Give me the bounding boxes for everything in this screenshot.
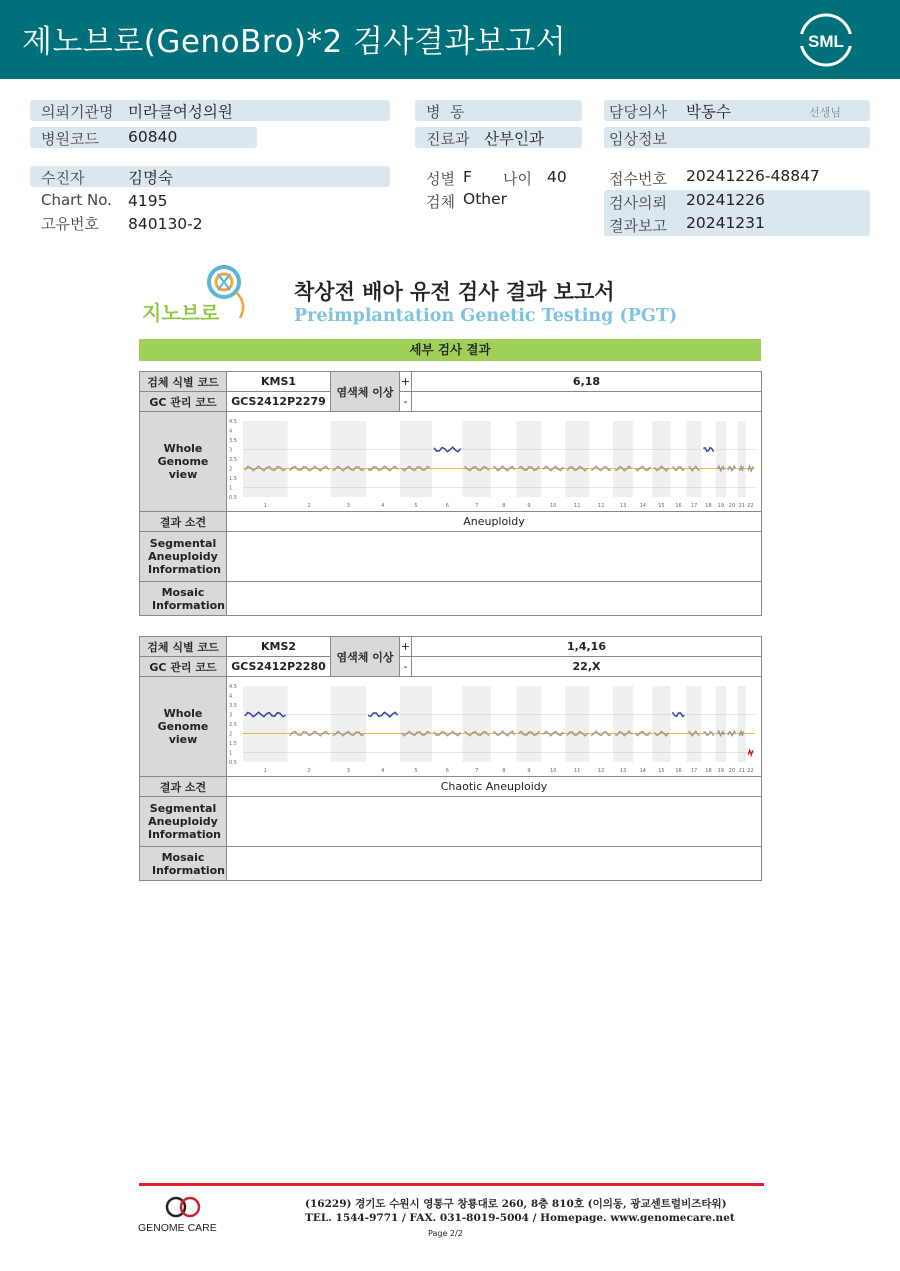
unique-no-value: 840130-2: [128, 215, 203, 233]
x-tick-label: 5: [414, 502, 418, 509]
clinical-info-label: 임상정보: [609, 130, 667, 148]
x-tick-label: 14: [639, 502, 647, 509]
x-tick-label: 19: [717, 502, 725, 509]
chromosome-band: [716, 686, 727, 762]
y-tick-label: 1.5: [229, 475, 237, 482]
doctor-value: 박동수: [686, 103, 731, 121]
x-tick-label: 15: [658, 502, 665, 509]
sml-logo-text: SML: [808, 32, 844, 51]
chromosome-band: [517, 686, 542, 762]
x-tick-label: 22: [747, 767, 754, 774]
x-tick-label: 11: [574, 502, 581, 509]
y-tick-label: 4: [229, 693, 233, 699]
x-tick-label: 16: [675, 502, 682, 509]
request-date-value: 20241226: [686, 191, 765, 209]
x-tick-label: 8: [502, 767, 506, 774]
chromosome-band: [243, 686, 288, 762]
chromosome-band: [738, 686, 746, 762]
x-tick-label: 12: [597, 502, 605, 509]
sex-value: F: [463, 168, 472, 186]
y-tick-label: 3.5: [229, 702, 237, 709]
copy-number-trace: [748, 466, 753, 471]
sample-id-value: KMS2: [227, 637, 331, 657]
x-tick-label: 9: [527, 767, 531, 774]
x-tick-label: 10: [550, 502, 557, 509]
y-tick-label: 2: [229, 731, 233, 737]
x-tick-label: 7: [475, 502, 479, 509]
gain-value: 6,18: [412, 372, 762, 392]
genobro-logo-text: 지노브로: [142, 301, 220, 325]
gc-id-value: GCS2412P2279: [227, 392, 331, 412]
y-tick-label: 2: [229, 466, 233, 472]
x-tick-label: 6: [445, 767, 449, 774]
mosaic-value: [227, 582, 762, 616]
x-tick-label: 18: [705, 502, 712, 509]
chrom-abn-label: 염색체 이상: [331, 637, 400, 677]
x-tick-label: 2: [307, 502, 311, 509]
institution-label: 의뢰기관명: [41, 103, 114, 121]
gc-id-label: GC 관리 코드: [140, 392, 227, 412]
chromosome-band: [738, 421, 746, 497]
x-tick-label: 19: [717, 767, 725, 774]
request-date-label: 검사의뢰: [609, 194, 667, 212]
y-tick-label: 1: [229, 485, 233, 491]
footer-rule: [139, 1183, 764, 1186]
finding-label: 결과 소견: [140, 512, 227, 532]
department-label: 진료과: [426, 130, 470, 148]
x-tick-label: 4: [381, 767, 385, 774]
sample-table-1: [139, 371, 762, 616]
receipt-no-label: 접수번호: [609, 170, 667, 188]
finding-value: Chaotic Aneuploidy: [227, 777, 762, 797]
section-title: 세부 검사 결과: [139, 339, 761, 361]
specimen-value: Other: [463, 190, 508, 208]
chromosome-band: [716, 421, 727, 497]
gc-id-label: GC 관리 코드: [140, 657, 227, 677]
chromosome-band: [565, 421, 589, 497]
chart-no-label: Chart No.: [41, 191, 112, 209]
examinee-label: 수진자: [41, 169, 85, 187]
chromosome-band: [565, 686, 589, 762]
ward-label: 병 동: [426, 103, 465, 121]
chromosome-band: [331, 421, 366, 497]
x-tick-label: 8: [502, 502, 506, 509]
examinee-value: 김명숙: [128, 169, 173, 187]
whole-genome-plot-cell: [227, 412, 762, 512]
chromosome-band: [331, 686, 366, 762]
x-tick-label: 12: [597, 767, 605, 774]
y-tick-label: 2.5: [229, 456, 237, 463]
report-title: 제노브로(GenoBro)*2 검사결과보고서: [22, 24, 567, 60]
chromosome-band: [517, 421, 542, 497]
header-bar: [0, 0, 900, 79]
x-tick-label: 3: [346, 767, 350, 774]
x-tick-label: 6: [445, 502, 449, 509]
copy-number-trace: [740, 466, 744, 470]
chromosome-band: [687, 421, 702, 497]
finding-label: 결과 소견: [140, 777, 227, 797]
gain-sign: +: [400, 372, 412, 392]
genome-care-logo-text: GENOME CARE: [138, 1222, 217, 1234]
segmental-label: Segmental Aneuploidy Information: [140, 797, 227, 847]
x-tick-label: 20: [728, 502, 736, 509]
gain-value: 1,4,16: [412, 637, 762, 657]
x-tick-label: 1: [263, 502, 267, 509]
report-date-label: 결과보고: [609, 217, 667, 235]
whole-genome-plot-cell: [227, 677, 762, 777]
footer-address: (16229) 경기도 수원시 영통구 창룡대로 260, 8층 810호 (이의동, 광교센트럴비즈타워): [305, 1198, 727, 1210]
report-title-ko: 착상전 배아 유전 검사 결과 보고서: [294, 280, 615, 304]
chromosome-band: [400, 686, 432, 762]
doctor-label: 담당의사: [609, 103, 667, 121]
copy-number-trace: [748, 750, 753, 755]
y-tick-label: 1.5: [229, 740, 237, 747]
y-tick-label: 4.5: [229, 418, 237, 425]
x-tick-label: 17: [690, 767, 698, 774]
chromosome-band: [613, 686, 633, 762]
chromosome-band: [243, 421, 288, 497]
doctor-suffix: 선생님: [809, 106, 841, 119]
whole-genome-plot: [227, 678, 760, 776]
segmental-label: Segmental Aneuploidy Information: [140, 532, 227, 582]
x-tick-label: 2: [307, 767, 311, 774]
chromosome-band: [463, 421, 491, 497]
loss-value: 22,X: [412, 657, 762, 677]
y-tick-label: 4.5: [229, 683, 237, 690]
x-tick-label: 5: [414, 767, 418, 774]
x-tick-label: 18: [705, 767, 712, 774]
y-tick-label: 3: [229, 447, 233, 453]
department-value: 산부인과: [484, 130, 544, 148]
chromosome-band: [687, 686, 702, 762]
y-tick-label: 0.5: [229, 759, 237, 766]
genobro-logo: [140, 262, 255, 328]
x-tick-label: 21: [738, 502, 745, 509]
wgv-label: Whole Genome view: [140, 412, 227, 512]
copy-number-trace: [740, 731, 744, 735]
y-tick-label: 3: [229, 712, 233, 718]
x-tick-label: 9: [527, 502, 531, 509]
x-tick-label: 16: [675, 767, 682, 774]
page-number: Page 2/2: [428, 1229, 463, 1238]
x-tick-label: 14: [639, 767, 647, 774]
sample-id-value: KMS1: [227, 372, 331, 392]
loss-sign: -: [400, 657, 412, 677]
chromosome-band: [652, 421, 670, 497]
specimen-label: 검체: [426, 193, 455, 211]
mosaic-label: Mosaic Information: [140, 847, 227, 881]
segmental-value: [227, 797, 762, 847]
finding-value: Aneuploidy: [227, 512, 762, 532]
chromosome-band: [652, 686, 670, 762]
x-tick-label: 4: [381, 502, 385, 509]
x-tick-label: 10: [550, 767, 557, 774]
x-tick-label: 1: [263, 767, 267, 774]
y-tick-label: 1: [229, 750, 233, 756]
unique-no-label: 고유번호: [41, 215, 99, 233]
genome-care-logo: [138, 1195, 230, 1235]
age-label: 나이: [503, 170, 532, 188]
x-tick-label: 21: [738, 767, 745, 774]
x-tick-label: 7: [475, 767, 479, 774]
report-title-en: Preimplantation Genetic Testing (PGT): [294, 306, 678, 326]
x-tick-label: 15: [658, 767, 665, 774]
institution-value: 미라클여성의원: [128, 103, 233, 121]
hospital-code-value: 60840: [128, 128, 178, 146]
sex-label: 성별: [426, 170, 455, 188]
whole-genome-plot: [227, 413, 760, 511]
footer-contact: TEL. 1544-9771 / FAX. 031-8019-5004 / Homepage. www.genomecare.net: [305, 1212, 735, 1224]
wgv-label: Whole Genome view: [140, 677, 227, 777]
loss-sign: -: [400, 392, 412, 412]
y-tick-label: 2.5: [229, 721, 237, 728]
x-tick-label: 3: [346, 502, 350, 509]
y-tick-label: 3.5: [229, 437, 237, 444]
hospital-code-label: 병원코드: [41, 130, 99, 148]
x-tick-label: 13: [619, 502, 627, 509]
x-tick-label: 13: [619, 767, 627, 774]
chromosome-band: [613, 421, 633, 497]
sample-table-2: [139, 636, 762, 881]
chrom-abn-label: 염색체 이상: [331, 372, 400, 412]
chromosome-band: [400, 421, 432, 497]
footer-address-block: [305, 1197, 735, 1225]
mosaic-label: Mosaic Information: [140, 582, 227, 616]
x-tick-label: 17: [690, 502, 698, 509]
y-tick-label: 0.5: [229, 494, 237, 501]
mosaic-value: [227, 847, 762, 881]
sample-id-label: 검체 식별 코드: [140, 372, 227, 392]
age-value: 40: [547, 168, 567, 186]
sml-logo: [798, 12, 854, 68]
receipt-no-value: 20241226-48847: [686, 167, 820, 185]
segmental-value: [227, 532, 762, 582]
x-tick-label: 22: [747, 502, 754, 509]
sample-id-label: 검체 식별 코드: [140, 637, 227, 657]
y-tick-label: 4: [229, 428, 233, 434]
gc-id-value: GCS2412P2280: [227, 657, 331, 677]
report-date-value: 20241231: [686, 214, 765, 232]
x-tick-label: 11: [574, 767, 581, 774]
gain-sign: +: [400, 637, 412, 657]
loss-value: [412, 392, 762, 412]
chromosome-band: [463, 686, 491, 762]
x-tick-label: 20: [728, 767, 736, 774]
chart-no-value: 4195: [128, 192, 168, 210]
